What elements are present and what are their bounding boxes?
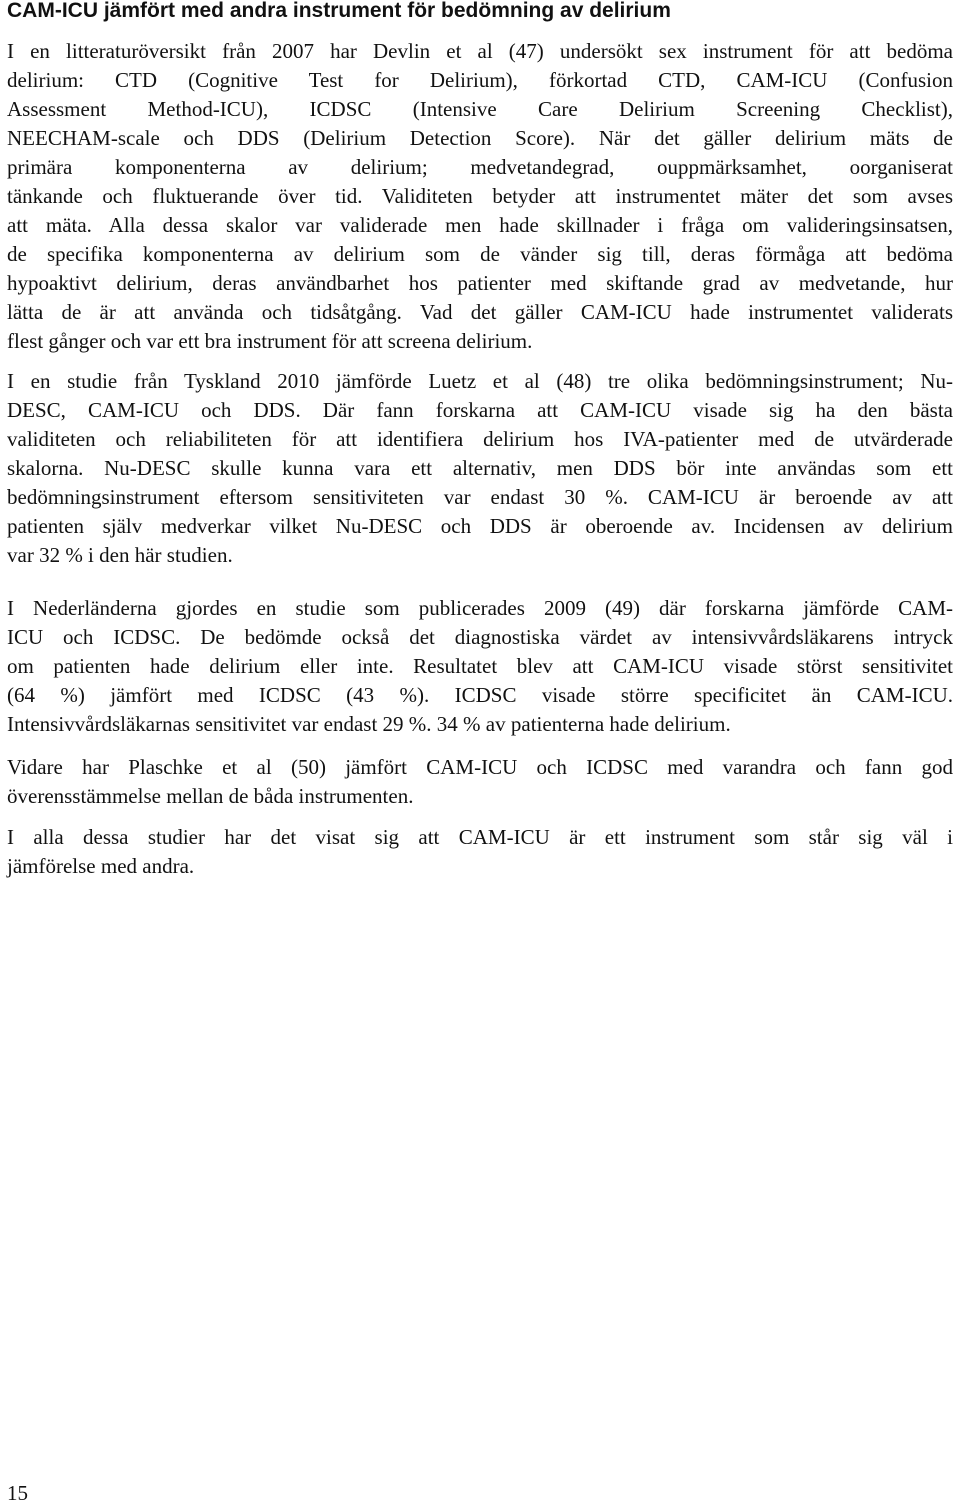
text-line: delirium: CTD (Cognitive Test for Delirium), förkortad CTD, CAM-ICU (Confusion [7,68,953,92]
paragraph-netherlands-study [7,594,953,739]
text-line: skalorna. Nu-DESC skulle kunna vara ett alternativ, men DDS bör inte användas som ett [7,456,953,480]
text-line: var 32 % i den här studien. [7,543,233,567]
paragraph-conclusion [7,823,953,881]
text-line: bedömningsinstrument eftersom sensitiviteten var endast 30 %. CAM-ICU är beroende av att [7,485,953,509]
text-line: Intensivvårdsläkarnas sensitivitet var endast 29 %. 34 % av patienterna hade delirium. [7,712,731,736]
text-line: ICU och ICDSC. De bedömde också det diagnostiska värdet av intensivvårdsläkarens intryck [7,625,953,649]
text-line: I alla dessa studier har det visat sig att CAM-ICU är ett instrument som står sig väl i [7,825,953,849]
text-line: NEECHAM-scale och DDS (Delirium Detection Score). När det gäller delirium mäts de [7,126,953,150]
text-line: validiteten och reliabiliteten för att identifiera delirium hos IVA-patienter med de utvärderade [7,427,953,451]
text-line: DESC, CAM-ICU och DDS. Där fann forskarna att CAM-ICU visade sig ha den bästa [7,398,953,422]
text-line: överensstämmelse mellan de båda instrumenten. [7,784,414,808]
text-line: jämförelse med andra. [7,854,195,878]
paragraph-plaschke-study [7,753,953,811]
text-line: om patienten hade delirium eller inte. Resultatet blev att CAM-ICU visade störst sensitivitet [7,654,953,678]
text-line: I Nederländerna gjordes en studie som publicerades 2009 (49) där forskarna jämförde CAM- [7,596,953,620]
text-line: I en studie från Tyskland 2010 jämförde Luetz et al (48) tre olika bedömningsinstrument; Nu- [7,369,953,393]
text-line: lätta de är att använda och tidsåtgång. Vad det gäller CAM-ICU hade instrumentet validerats [7,300,953,324]
text-line: de specifika komponenterna av delirium som de vänder sig till, deras förmåga att bedöma [7,242,953,266]
text-line: tänkande och fluktuerande över tid. Validiteten betyder att instrumentet mäter det som avses [7,184,953,208]
text-line: hypoaktivt delirium, deras användbarhet hos patienter med skiftande grad av medvetande, hur [7,271,953,295]
text-line: flest gånger och var ett bra instrument för att screena delirium. [7,329,533,353]
page-number: 15 [7,1481,28,1505]
paragraph-literature-review [7,37,953,356]
section-heading: CAM-ICU jämfört med andra instrument för bedömning av delirium [7,0,671,22]
text-line: Vidare har Plaschke et al (50) jämfört CAM-ICU och ICDSC med varandra och fann god [7,755,953,779]
text-line: Assessment Method-ICU), ICDSC (Intensive Care Delirium Screening Checklist), [7,97,953,121]
text-line: (64 %) jämfört med ICDSC (43 %). ICDSC visade större specificitet än CAM-ICU. [7,683,953,707]
paragraph-germany-study [7,367,953,570]
text-line: att mäta. Alla dessa skalor var validerade men hade skillnader i fråga om valideringsinsatsen, [7,213,953,237]
text-line: patienten själv medverkar vilket Nu-DESC och DDS är oberoende av. Incidensen av delirium [7,514,953,538]
text-line: I en litteraturöversikt från 2007 har Devlin et al (47) undersökt sex instrument för att bedöma [7,39,953,63]
text-line: primära komponenterna av delirium; medvetandegrad, ouppmärksamhet, oorganiserat [7,155,953,179]
